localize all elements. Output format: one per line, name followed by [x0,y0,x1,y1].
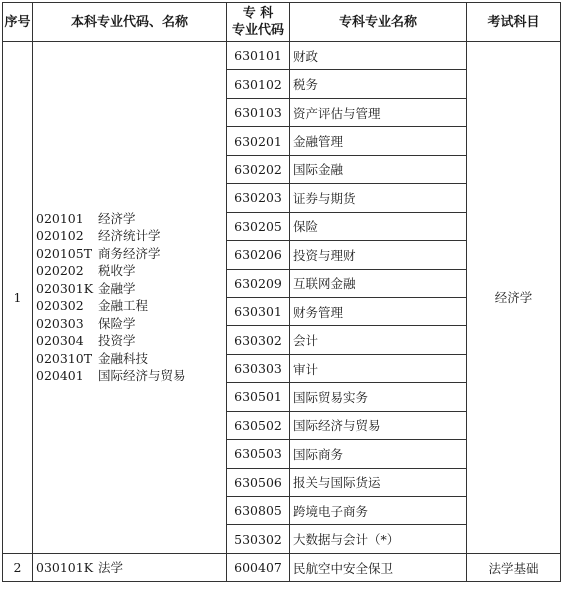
major-name: 会计 [290,326,467,354]
undergrad-item [36,315,226,333]
header-name: 专科专业名称 [290,3,467,42]
group-index: 2 [3,553,33,581]
header-undergrad: 本科专业代码、名称 [33,3,227,42]
major-code: 630209 [227,269,290,297]
major-code: 630205 [227,212,290,240]
undergrad-name: 国际经济与贸易 [98,368,186,384]
major-name: 报关与国际货运 [290,468,467,496]
major-name: 财务管理 [290,297,467,325]
major-table [2,2,561,582]
major-name: 跨境电子商务 [290,497,467,525]
undergrad-item [36,210,226,228]
major-name: 大数据与会计（*） [290,525,467,553]
undergrad-item [36,555,226,581]
major-name: 国际商务 [290,440,467,468]
major-code: 630101 [227,42,290,70]
exam-subject: 经济学 [467,42,561,554]
major-code: 630206 [227,241,290,269]
undergrad-name: 金融工程 [98,298,149,314]
major-code: 630103 [227,98,290,126]
major-code: 630502 [227,411,290,439]
header-code-line2: 专业代码 [231,23,284,38]
undergrad-code: 020302 [36,298,84,314]
major-name: 国际经济与贸易 [290,411,467,439]
undergrad-name: 法学 [98,559,124,575]
undergrad-name: 投资学 [98,333,136,349]
undergrad-item [36,297,226,315]
major-name: 审计 [290,354,467,382]
undergrad-item [36,367,226,385]
major-name: 国际金融 [290,155,467,183]
undergrad-name: 金融科技 [98,350,149,366]
undergrad-item [36,245,226,263]
table-body [3,42,561,582]
undergrad-code: 020102 [36,228,84,244]
undergrad-name: 商务经济学 [98,245,161,261]
undergrad-item [36,332,226,350]
undergrad-name: 经济学 [98,210,136,226]
major-code: 630102 [227,70,290,98]
undergrad-list [33,42,227,554]
major-code: 630203 [227,184,290,212]
undergrad-code: 020310T [36,350,93,366]
undergrad-code: 020304 [36,333,84,349]
undergrad-list [33,553,227,581]
header-row [3,3,561,42]
table-row [3,42,561,70]
major-code: 630302 [227,326,290,354]
undergrad-name: 经济统计学 [98,228,161,244]
major-code: 630303 [227,354,290,382]
major-code: 630805 [227,497,290,525]
major-code: 630506 [227,468,290,496]
header-code [227,3,290,42]
header-index: 序号 [3,3,33,42]
major-code: 630301 [227,297,290,325]
major-code: 600407 [227,553,290,581]
major-name: 民航空中安全保卫 [290,553,467,581]
group-index: 1 [3,42,33,554]
major-name: 财政 [290,42,467,70]
undergrad-item [36,280,226,298]
major-code: 630503 [227,440,290,468]
major-code: 530302 [227,525,290,553]
undergrad-code: 020301K [36,280,94,296]
undergrad-code: 020303 [36,315,84,331]
undergrad-code: 020105T [36,245,93,261]
exam-subject: 法学基础 [467,553,561,581]
undergrad-code: 020401 [36,368,84,384]
undergrad-name: 金融学 [98,280,136,296]
major-code: 630501 [227,383,290,411]
major-name: 证券与期货 [290,184,467,212]
undergrad-item [36,350,226,368]
major-name: 投资与理财 [290,241,467,269]
undergrad-code: 020101 [36,210,84,226]
major-code: 630201 [227,127,290,155]
header-subject: 考试科目 [467,3,561,42]
undergrad-code: 030101K [36,559,94,575]
undergrad-item [36,227,226,245]
major-name: 互联网金融 [290,269,467,297]
major-name: 保险 [290,212,467,240]
undergrad-name: 保险学 [98,315,136,331]
undergrad-name: 税收学 [98,263,136,279]
undergrad-item [36,262,226,280]
major-code: 630202 [227,155,290,183]
undergrad-code: 020202 [36,263,84,279]
major-name: 金融管理 [290,127,467,155]
major-name: 资产评估与管理 [290,98,467,126]
major-name: 国际贸易实务 [290,383,467,411]
table-row [3,553,561,581]
header-code-line1: 专 科 [242,6,274,21]
major-name: 税务 [290,70,467,98]
